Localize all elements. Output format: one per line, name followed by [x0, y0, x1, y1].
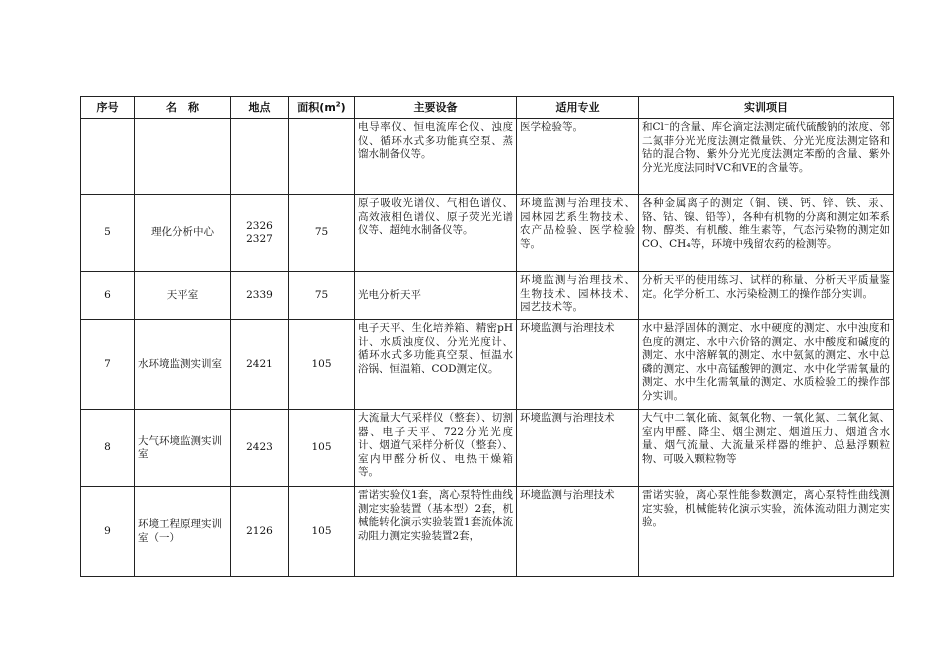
cell-location: 2339: [231, 272, 289, 320]
table-header-row: [81, 97, 894, 119]
table-row: [81, 487, 894, 577]
cell-location: 2326 2327: [231, 195, 289, 272]
lab-facilities-table: [80, 96, 894, 577]
cell-projects: 水中悬浮固体的测定、水中硬度的测定、水中浊度和色度的测定、水中六价铬的测定、水中酸度和碱度的测定、水中溶解氧的测定、水中氨氮的测定、水中总磷的测定、水中高锰酸钾的测定、水中化学需氧量的测定、水中生化需氧量的测定、水质检验工的操作部分实训。: [639, 320, 894, 410]
cell-majors: 医学检验等。: [517, 119, 639, 195]
cell-projects: 分析天平的使用练习、试样的称量、分析天平质量鉴定。化学分析工、水污染检测工的操作部分实训。: [639, 272, 894, 320]
header-area: 面积$(m^2)$: [289, 97, 355, 119]
cell-no: 5: [81, 195, 135, 272]
cell-area: [289, 119, 355, 195]
cell-no: 9: [81, 487, 135, 577]
header-majors: 适用专业: [517, 97, 639, 119]
cell-area: 105: [289, 410, 355, 487]
cell-equipment: 大流量大气采样仪（整套）、切割器、电子天平、722分光光度计、烟道气采样分析仪（整套）、室内甲醛分析仪、电热干燥箱等。: [355, 410, 517, 487]
cell-location: 2423: [231, 410, 289, 487]
cell-no: 6: [81, 272, 135, 320]
cell-area: 105: [289, 320, 355, 410]
cell-projects: 大气中二氧化硫、氮氧化物、一氧化氮、二氧化氮、室内甲醛、降尘、烟尘测定、烟道压力、烟道含水量、烟气流量、大流量采样器的维护、总悬浮颗粒物、可吸入颗粒物等: [639, 410, 894, 487]
cell-no: [81, 119, 135, 195]
cell-name: 天平室: [135, 272, 231, 320]
cell-projects: 和Cl⁻的含量、库仑滴定法测定硫代硫酸钠的浓度、邻二氮菲分光光度法测定微量铁、分光光度法测定铬和钴的混合物、紫外分光光度法测定苯酚的含量、紫外分光光度法同时VC和VE的含量等。: [639, 119, 894, 195]
cell-majors: 环境监测与治理技术、生物技术、园林技术、园艺技术等。: [517, 272, 639, 320]
cell-location: [231, 119, 289, 195]
cell-majors: 环境监测与治理技术、园林园艺系生物技术、农产品检验、医学检验等。: [517, 195, 639, 272]
table-row: [81, 410, 894, 487]
cell-projects: 雷诺实验，离心泵性能参数测定，离心泵特性曲线测定实验，机械能转化演示实验，流体流动阻力测定实验。: [639, 487, 894, 577]
cell-majors: 环境监测与治理技术: [517, 320, 639, 410]
cell-area: 75: [289, 272, 355, 320]
header-name: 名 称: [135, 97, 231, 119]
header-no: 序号: [81, 97, 135, 119]
header-location: 地点: [231, 97, 289, 119]
cell-location: 2421: [231, 320, 289, 410]
cell-equipment: 原子吸收光谱仪、气相色谱仪、高效液相色谱仪、原子荧光光谱仪等、超纯水制备仪等。: [355, 195, 517, 272]
cell-name: 水环境监测实训室: [135, 320, 231, 410]
cell-majors: 环境监测与治理技术: [517, 487, 639, 577]
header-equipment: 主要设备: [355, 97, 517, 119]
cell-name: 大气环境监测实训室: [135, 410, 231, 487]
cell-equipment: 电导率仪、恒电流库仑仪、浊度仪、循环水式多功能真空泵、蒸馏水制备仪等。: [355, 119, 517, 195]
table-row: [81, 119, 894, 195]
table-row: [81, 320, 894, 410]
table-row: [81, 195, 894, 272]
cell-name: [135, 119, 231, 195]
cell-majors: 环境监测与治理技术: [517, 410, 639, 487]
header-projects: 实训项目: [639, 97, 894, 119]
cell-location: 2126: [231, 487, 289, 577]
cell-name: 理化分析中心: [135, 195, 231, 272]
cell-projects: 各种金属离子的测定（铜、镁、钙、锌、铁、汞、铬、钴、镍、铅等），各种有机物的分离和测定如苯系物、醇类、有机酸、维生素等，气态污染物的测定如CO、CH₄等，环境中残留农药的检测等。: [639, 195, 894, 272]
cell-equipment: 雷诺实验仪1套，离心泵特性曲线测定实验装置（基本型）2套，机械能转化演示实验装置1套流体流动阻力测定实验装置2套，: [355, 487, 517, 577]
cell-area: 75: [289, 195, 355, 272]
cell-no: 7: [81, 320, 135, 410]
cell-area: 105: [289, 487, 355, 577]
table-row: [81, 272, 894, 320]
cell-name: 环境工程原理实训室（一）: [135, 487, 231, 577]
cell-equipment: 电子天平、生化培养箱、精密pH计、水质浊度仪、分光光度计、循环水式多功能真空泵、恒温水浴锅、恒温箱、COD测定仪。: [355, 320, 517, 410]
cell-equipment: 光电分析天平: [355, 272, 517, 320]
cell-no: 8: [81, 410, 135, 487]
